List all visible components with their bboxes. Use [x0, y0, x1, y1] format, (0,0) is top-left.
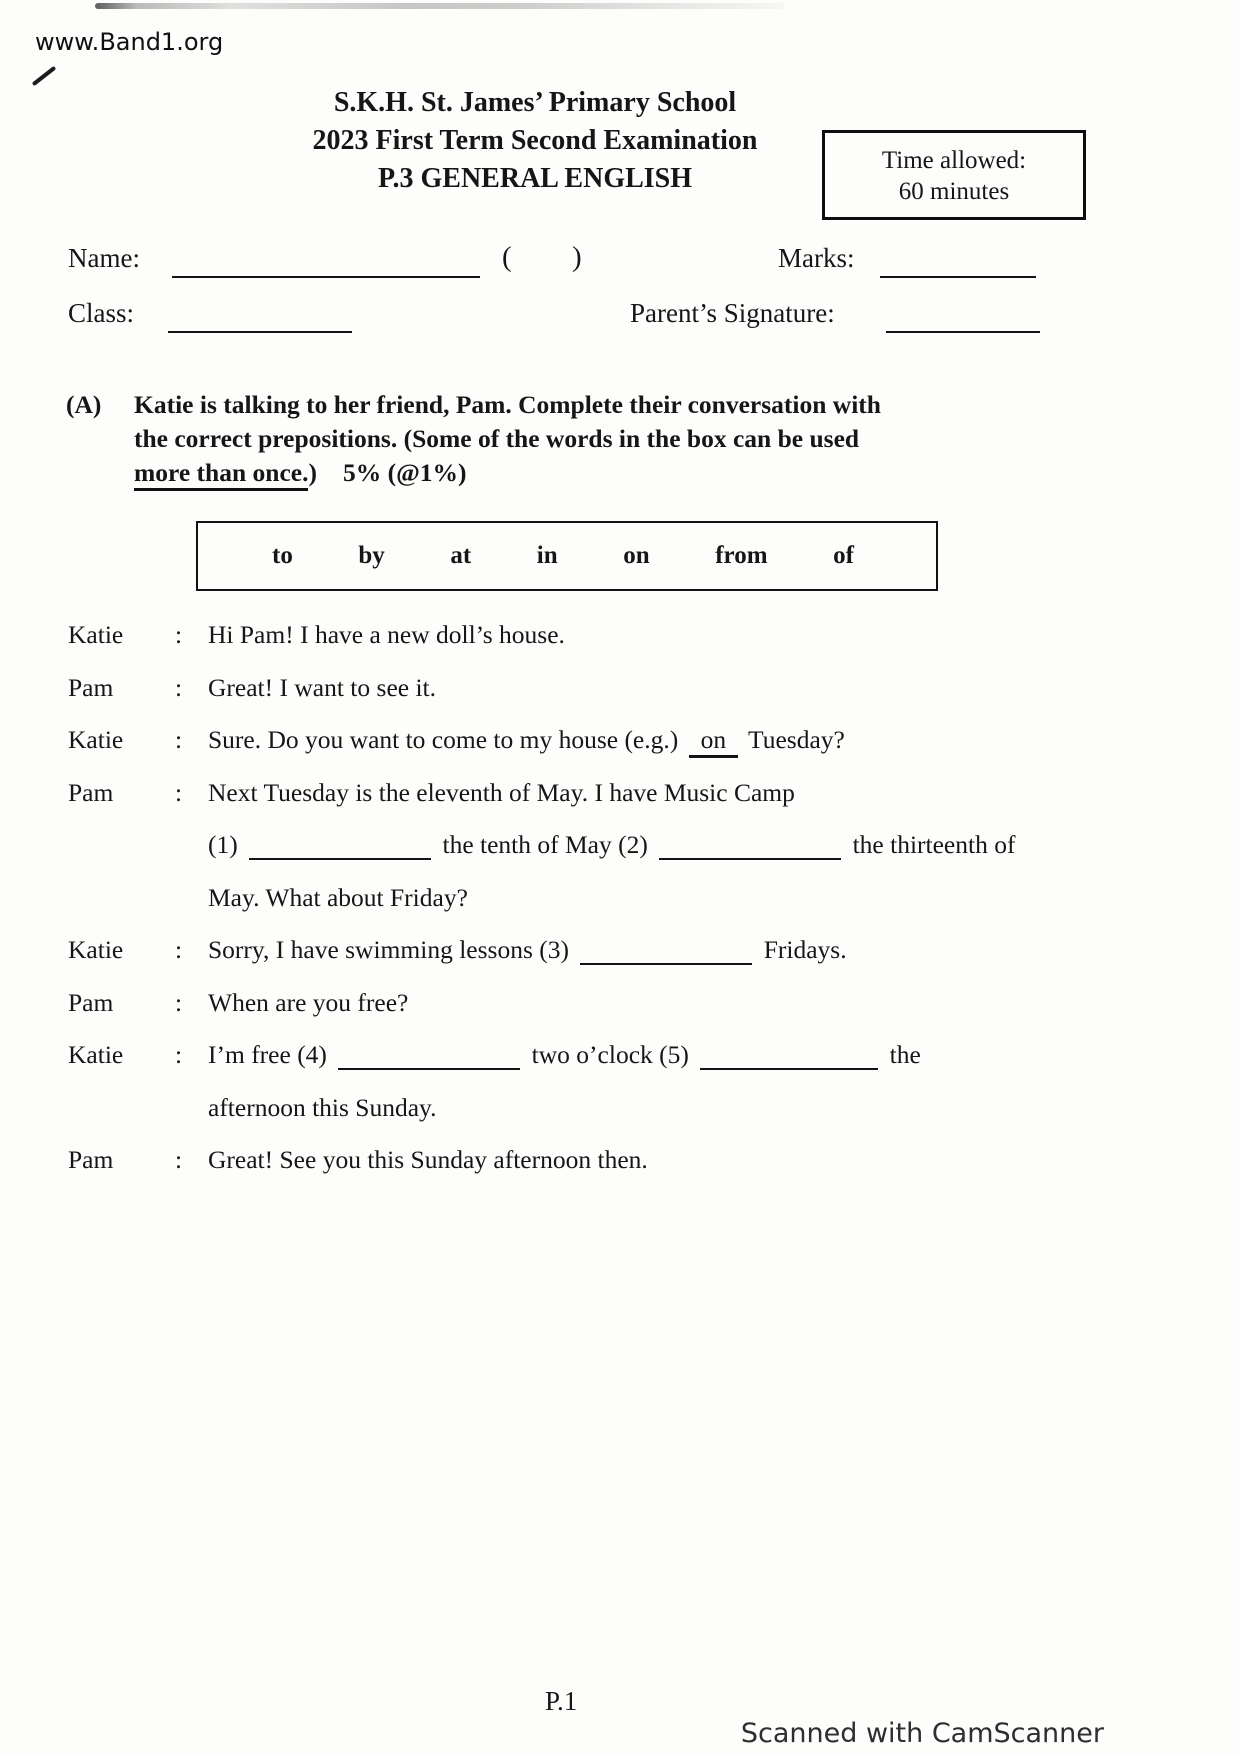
- instruction-line-1: Katie is talking to her friend, Pam. Complete their conversation with: [134, 390, 881, 419]
- section-a-marks: 5% (@1%): [342, 458, 467, 487]
- dialogue-text: [208, 1093, 1128, 1123]
- dialogue-line: [68, 935, 1128, 988]
- text-segment: Great! I want to see it.: [208, 672, 436, 702]
- name-label: Name:: [68, 243, 140, 273]
- section-a-instructions: [66, 388, 1046, 490]
- dialogue-text: [208, 1040, 1128, 1070]
- marks-label: Marks:: [778, 243, 855, 273]
- time-allowed-value: 60 minutes: [898, 178, 1010, 205]
- pen-mark: [32, 66, 57, 86]
- dialogue-text: [208, 725, 1128, 758]
- speaker-colon: :: [175, 725, 183, 754]
- section-a-text: [134, 388, 881, 490]
- dialogue-line: [68, 988, 1128, 1041]
- watermark: www.Band1.org: [35, 28, 224, 56]
- dialogue-text: [208, 935, 1128, 965]
- speaker-name: Pam: [68, 672, 114, 702]
- class-number-paren-close: ): [572, 241, 582, 273]
- answer-blank-line: [249, 835, 431, 861]
- class-blank-line: [168, 303, 352, 333]
- text-segment: (1): [208, 830, 245, 859]
- speaker-colon: :: [175, 987, 183, 1017]
- text-segment: I’m free (4): [208, 1040, 334, 1069]
- speaker-name: Pam: [68, 987, 114, 1017]
- text-segment: Fridays.: [757, 935, 847, 964]
- dialogue-line: [68, 1093, 1128, 1146]
- word-option-by: by: [358, 542, 385, 569]
- word-option-in: in: [536, 542, 558, 569]
- speaker-colon: :: [175, 620, 183, 649]
- text-segment: When are you free?: [208, 987, 409, 1017]
- class-label: Class:: [68, 298, 135, 328]
- word-option-to: to: [272, 542, 293, 569]
- text-segment: two o’clock (5): [525, 1040, 696, 1069]
- page-number: P.1: [545, 1686, 578, 1716]
- dialogue-text: [208, 620, 1128, 650]
- dialogue-line: [68, 778, 1128, 831]
- text-segment: the thirteenth of: [846, 830, 1016, 859]
- instruction-close-paren: ): [308, 458, 317, 487]
- text-segment: Next Tuesday is the eleventh of May. I have Music Camp: [208, 777, 795, 807]
- word-option-on: on: [623, 542, 650, 569]
- name-blank-line: [172, 248, 480, 278]
- section-a-label: (A): [66, 390, 102, 419]
- dialogue-text: [208, 778, 1128, 808]
- word-option-of: of: [833, 542, 854, 569]
- text-segment: Sorry, I have swimming lessons (3): [208, 935, 576, 964]
- text-segment: afternoon this Sunday.: [208, 1092, 437, 1122]
- dialogue-line: [68, 620, 1128, 673]
- dialogue-text: [208, 988, 1128, 1018]
- answer-blank-line: [338, 1045, 520, 1071]
- speaker-name: Katie: [68, 620, 124, 649]
- speaker-colon: :: [175, 1040, 183, 1069]
- text-segment: Sure. Do you want to come to my house (e.g.): [208, 725, 685, 754]
- dialogue-text: [208, 883, 1128, 913]
- dialogue-line: [68, 830, 1128, 883]
- text-segment: May. What about Friday?: [208, 882, 468, 912]
- instruction-line-2: the correct prepositions. (Some of the words in the box can be used: [134, 424, 860, 453]
- speaker-colon: :: [175, 777, 183, 807]
- text-segment: the tenth of May (2): [436, 830, 655, 859]
- dialogue-line: [68, 1040, 1128, 1093]
- school-name: S.K.H. St. James’ Primary School: [333, 87, 737, 118]
- speaker-colon: :: [175, 672, 183, 702]
- dialogue-line: [68, 673, 1128, 726]
- speaker-name: Pam: [68, 1145, 114, 1174]
- camscanner-credit: Scanned with CamScanner: [740, 1718, 1104, 1749]
- time-allowed-label: Time allowed:: [881, 147, 1027, 174]
- dialogue-line: [68, 1145, 1128, 1198]
- example-answer: on: [689, 725, 739, 758]
- text-segment: the: [883, 1040, 921, 1069]
- speaker-name: Katie: [68, 935, 124, 964]
- exam-title: [145, 84, 925, 198]
- text-segment: Tuesday?: [742, 725, 845, 754]
- dialogue-text: [208, 1145, 1128, 1175]
- parent-signature-label: Parent’s Signature:: [630, 298, 835, 328]
- scan-artifact: [95, 3, 785, 9]
- exam-name: 2023 First Term Second Examination: [312, 125, 758, 156]
- answer-blank-line: [580, 940, 752, 966]
- dialogue-text: [208, 673, 1128, 703]
- word-option-at: at: [450, 542, 472, 569]
- text-segment: Great! See you this Sunday afternoon then.: [208, 1145, 648, 1174]
- dialogue-text: [208, 830, 1128, 860]
- speaker-name: Katie: [68, 1040, 124, 1069]
- instruction-underlined: more than once.: [134, 458, 308, 491]
- speaker-colon: :: [175, 935, 183, 964]
- speaker-name: Pam: [68, 777, 114, 807]
- marks-blank-line: [880, 248, 1036, 278]
- word-option-from: from: [715, 542, 768, 569]
- answer-blank-line: [700, 1045, 878, 1071]
- instruction-line-3: [134, 456, 881, 490]
- subject-name: P.3 GENERAL ENGLISH: [377, 163, 693, 194]
- preposition-word-box: [196, 521, 938, 591]
- class-number-paren-open: (: [502, 241, 512, 273]
- text-segment: Hi Pam! I have a new doll’s house.: [208, 620, 565, 649]
- speaker-name: Katie: [68, 725, 124, 754]
- time-allowed-box: [822, 130, 1086, 220]
- dialogue-line: [68, 725, 1128, 778]
- dialogue-line: [68, 883, 1128, 936]
- answer-blank-line: [659, 835, 841, 861]
- speaker-colon: :: [175, 1145, 183, 1174]
- dialogue: [68, 620, 1128, 1198]
- parent-signature-blank-line: [886, 303, 1040, 333]
